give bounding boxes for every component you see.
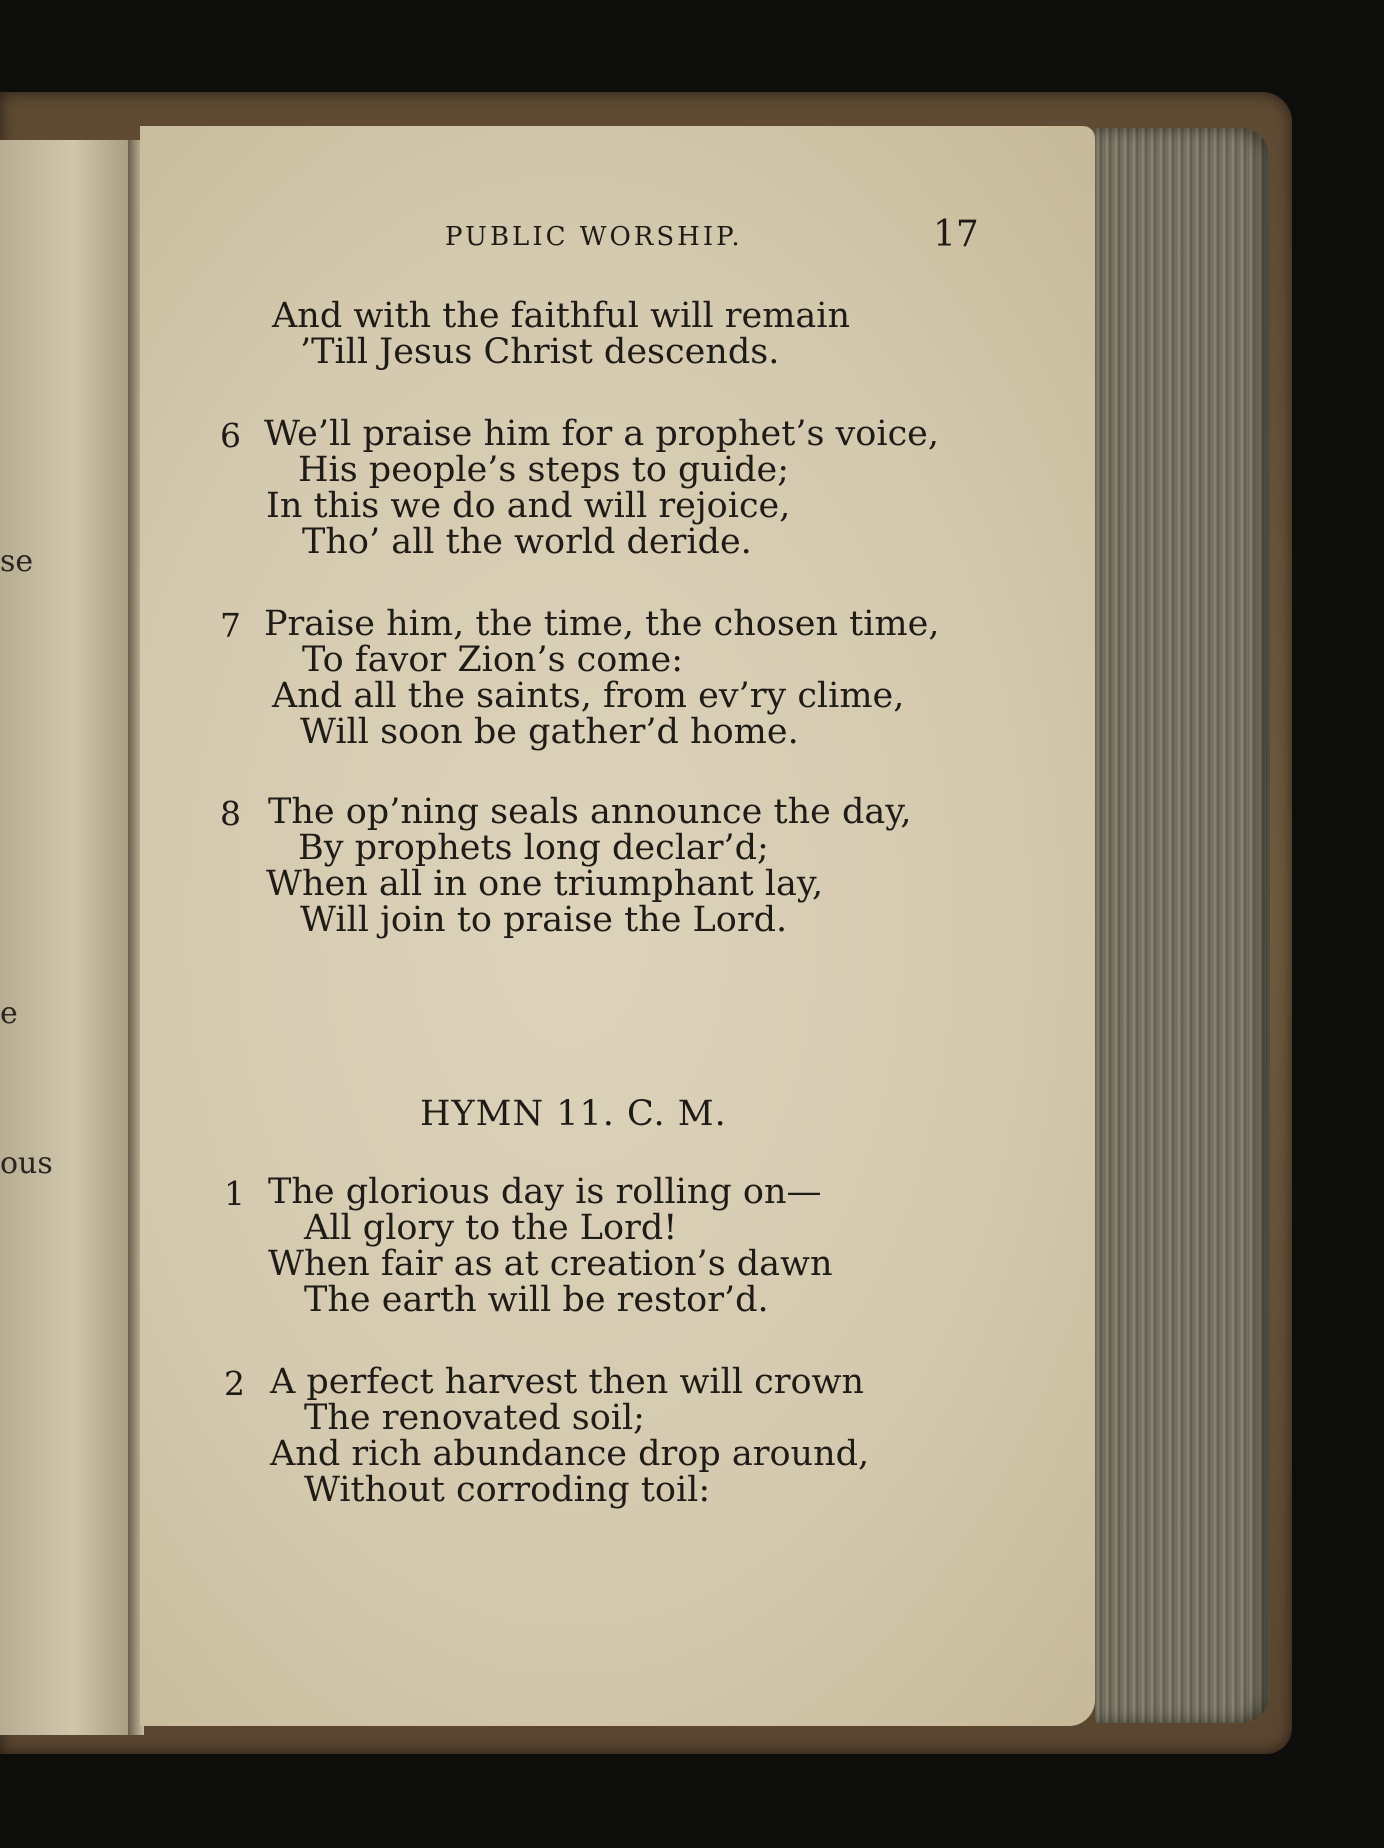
verse-line: Will join to praise the Lord.	[300, 900, 788, 940]
running-title: PUBLIC WORSHIP.	[445, 222, 743, 252]
verse-line: When all in one triumphant lay,	[266, 864, 824, 904]
verse-line: We’ll praise him for a prophet’s voice,	[264, 414, 940, 454]
verse-line: Praise him, the time, the chosen time,	[264, 604, 940, 644]
verse-line: Tho’ all the world deride.	[302, 522, 752, 562]
verse-line: His people’s steps to guide;	[298, 450, 790, 490]
left-page-fragment: se	[0, 544, 34, 579]
verse-line: Without corroding toil:	[304, 1470, 711, 1510]
left-page-fragment: ous	[0, 1146, 53, 1181]
verse-line: And rich abundance drop around,	[270, 1434, 870, 1474]
stanza-number: 6	[220, 416, 241, 455]
verse-line: And all the saints, from ev’ry clime,	[272, 676, 905, 716]
page-edges	[1095, 128, 1270, 1723]
left-page	[0, 140, 132, 1735]
verse-line: A perfect harvest then will crown	[270, 1362, 865, 1402]
verse-line: The renovated soil;	[304, 1398, 645, 1438]
right-page	[140, 126, 1095, 1726]
hymn-title: HYMN 11. C. M.	[420, 1094, 727, 1134]
verse-line: All glory to the Lord!	[304, 1208, 678, 1248]
verse-line: To favor Zion’s come:	[302, 640, 684, 680]
page-number: 17	[933, 214, 979, 255]
left-page-fragment: e	[0, 996, 18, 1031]
verse-line: In this we do and will rejoice,	[266, 486, 791, 526]
verse-line: ’Till Jesus Christ descends.	[300, 332, 780, 372]
verse-line: The glorious day is rolling on—	[268, 1172, 822, 1212]
verse-line: The op’ning seals announce the day,	[268, 792, 912, 832]
verse-line: By prophets long declar’d;	[298, 828, 769, 868]
stanza-number: 8	[220, 794, 241, 833]
verse-line: When fair as at creation’s dawn	[268, 1244, 833, 1284]
stanza-number: 7	[220, 606, 241, 645]
page-text	[140, 126, 1095, 1726]
verse-line: Will soon be gather’d home.	[300, 712, 799, 752]
stanza-number: 2	[224, 1364, 245, 1403]
stanza-number: 1	[224, 1174, 245, 1213]
verse-line: And with the faithful will remain	[272, 296, 851, 336]
verse-line: The earth will be restor’d.	[304, 1280, 769, 1320]
